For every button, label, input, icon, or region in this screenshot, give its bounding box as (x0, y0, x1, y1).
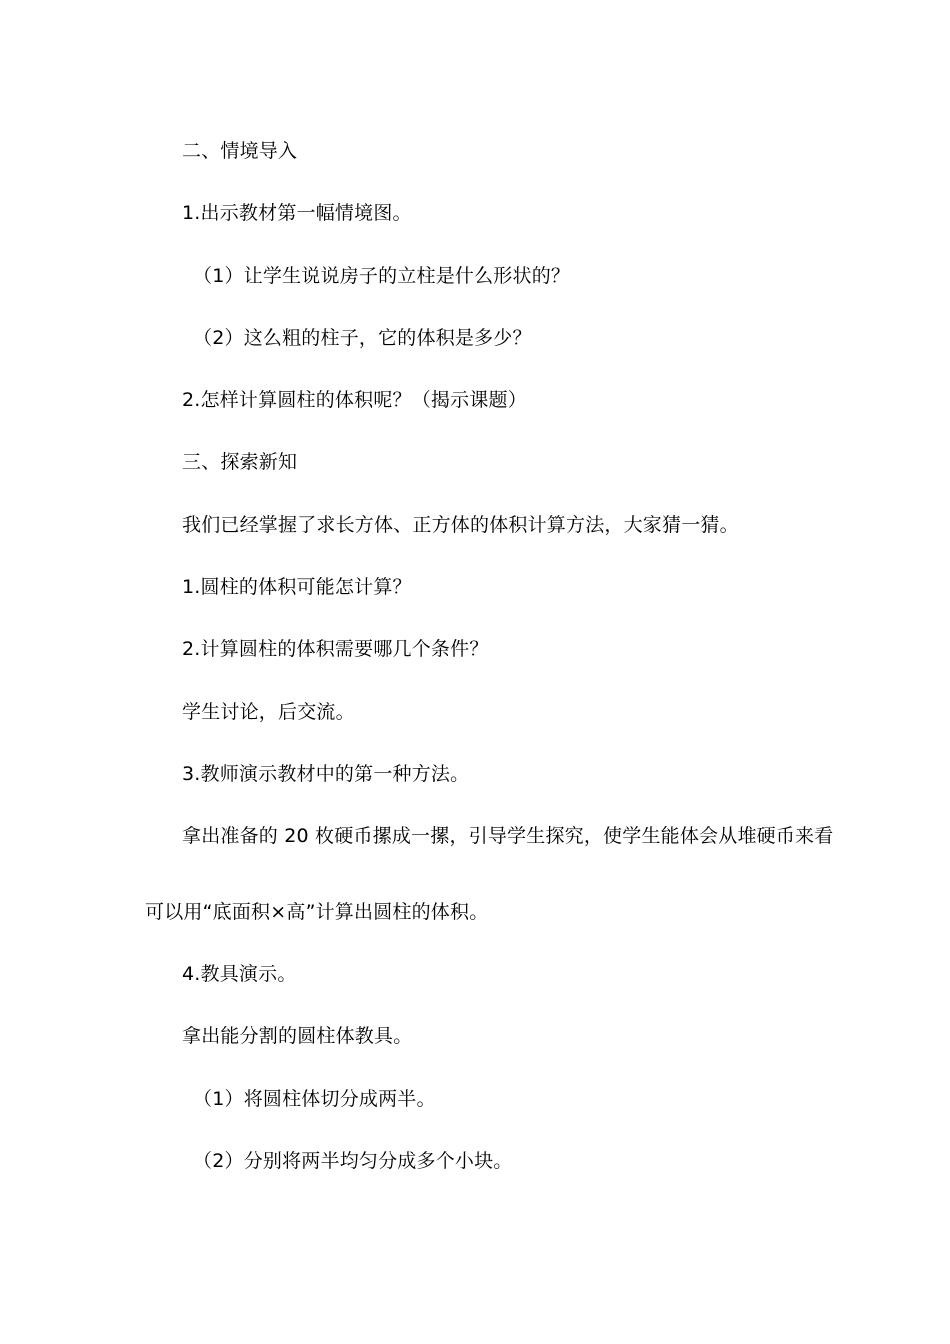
paragraph: 2.怎样计算圆柱的体积呢？（揭示课题） (182, 389, 527, 411)
paragraph: 拿出准备的 20 枚硬币摞成一摞，引导学生探究，使学生能体会从堆硬币来看 (182, 825, 834, 847)
paragraph: （1）将圆柱体切分成两半。 (193, 1088, 436, 1110)
paragraph: （2）这么粗的柱子，它的体积是多少？ (193, 327, 532, 349)
paragraph: 2.计算圆柱的体积需要哪几个条件？ (182, 638, 489, 660)
paragraph: 1.出示教材第一幅情境图。 (182, 202, 412, 224)
section-heading-scenario: 二、情境导入 (182, 140, 298, 162)
paragraph-continuation: 可以用“底面积×高”计算出圆柱的体积。 (145, 901, 489, 923)
section-heading-explore: 三、探索新知 (182, 451, 298, 473)
paragraph: 3.教师演示教材中的第一种方法。 (182, 763, 470, 785)
paragraph: 学生讨论，后交流。 (182, 701, 355, 723)
paragraph: （1）让学生说说房子的立柱是什么形状的？ (193, 265, 571, 287)
paragraph: 4.教具演示。 (182, 963, 297, 985)
paragraph: 拿出能分割的圆柱体教具。 (182, 1025, 413, 1047)
paragraph: 1.圆柱的体积可能怎计算？ (182, 576, 412, 598)
paragraph: 我们已经掌握了求长方体、正方体的体积计算方法，大家猜一猜。 (182, 514, 739, 536)
paragraph: （2）分别将两半均匀分成多个小块。 (193, 1150, 513, 1172)
